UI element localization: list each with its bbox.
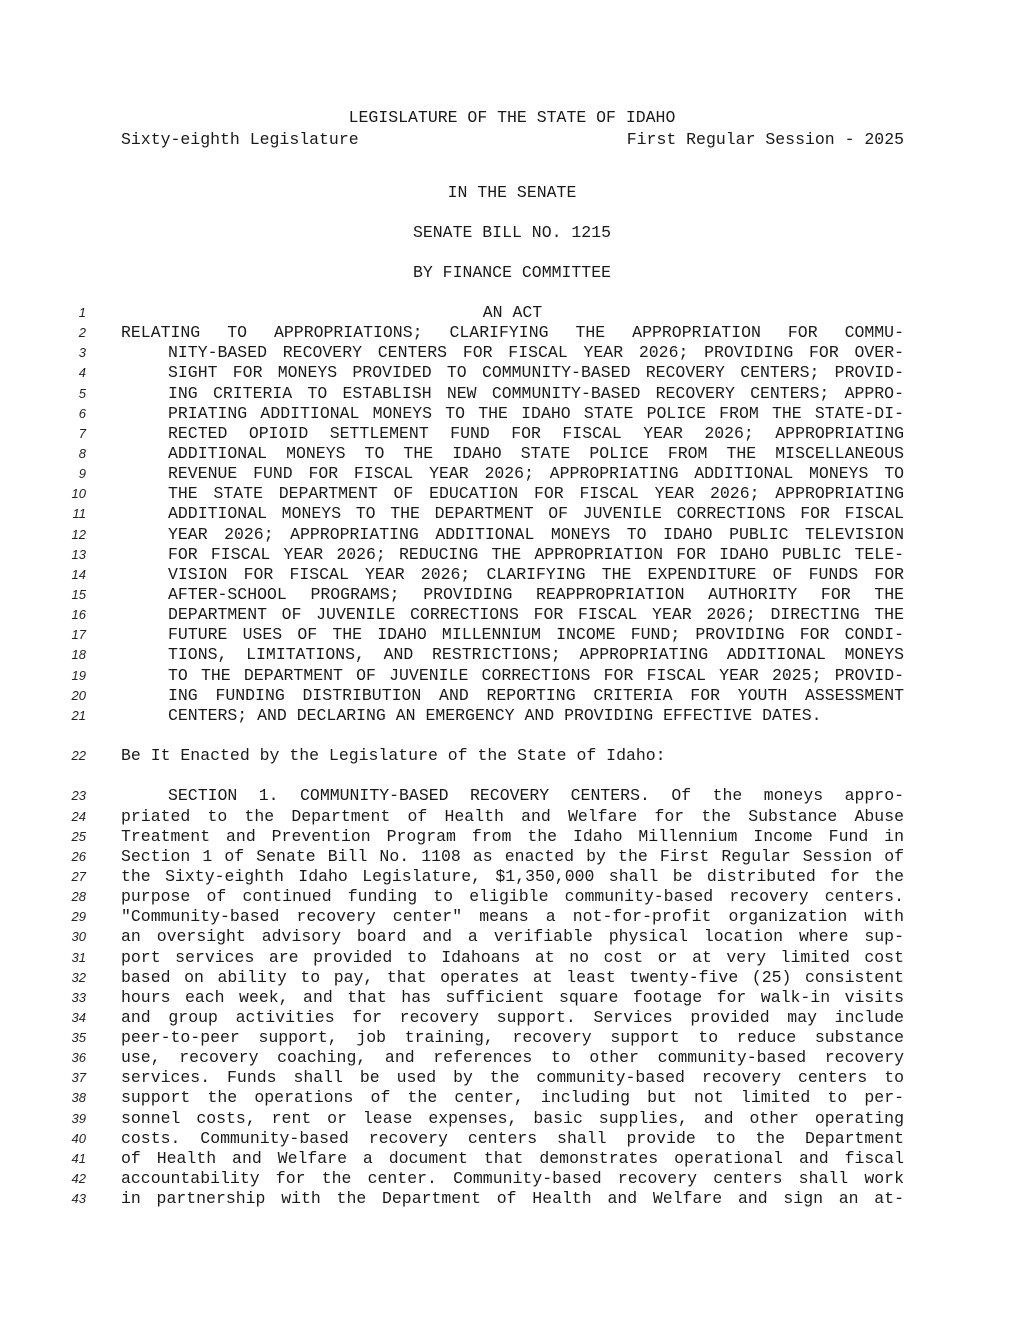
line-text: based on ability to pay, that operates at least twenty-five (25) consistent xyxy=(121,967,904,987)
bill-line xyxy=(0,323,1024,343)
line-text: RELATING TO APPROPRIATIONS; CLARIFYING THE APPROPRIATION FOR COMMU- xyxy=(121,323,904,343)
line-text: REVENUE FUND FOR FISCAL YEAR 2026; APPROPRIATING ADDITIONAL MONEYS TO xyxy=(168,464,904,484)
line-text: FUTURE USES OF THE IDAHO MILLENNIUM INCOME FUND; PROVIDING FOR CONDI- xyxy=(168,625,904,645)
line-text: accountability for the center. Community-based recovery centers shall work xyxy=(121,1169,904,1189)
line-number: 2 xyxy=(78,325,86,341)
line-number: 20 xyxy=(71,687,86,703)
line-text: an oversight advisory board and a verifiable physical location where sup- xyxy=(121,927,904,947)
bill-line xyxy=(0,786,1024,806)
line-text: port services are provided to Idahoans at no cost or at very limited cost xyxy=(121,947,904,967)
legislature-heading: LEGISLATURE OF THE STATE OF IDAHO xyxy=(348,108,676,127)
line-number: 35 xyxy=(71,1030,86,1046)
bill-line xyxy=(0,565,1024,585)
session-row xyxy=(121,130,904,150)
line-text: sonnel costs, rent or lease expenses, basic supplies, and other operating xyxy=(121,1108,904,1128)
bill-line xyxy=(0,1149,1024,1169)
line-number: 5 xyxy=(78,385,86,401)
line-number: 40 xyxy=(71,1130,86,1146)
bill-line xyxy=(0,1109,1024,1129)
bill-line xyxy=(0,1048,1024,1068)
bill-line xyxy=(0,706,1024,726)
line-number: 13 xyxy=(71,546,86,562)
line-text: use, recovery coaching, and references to other community-based recovery xyxy=(121,1048,904,1068)
bill-line xyxy=(0,746,1024,766)
enacting-clause: Be It Enacted by the Legislature of the State of Idaho: xyxy=(121,746,666,766)
bill-line xyxy=(0,424,1024,444)
line-text: in partnership with the Department of Health and Welfare and sign an at- xyxy=(121,1189,904,1209)
line-number: 34 xyxy=(71,1009,86,1025)
bill-line xyxy=(0,525,1024,545)
act-title: AN ACT xyxy=(482,303,543,322)
line-text: FOR FISCAL YEAR 2026; REDUCING THE APPROPRIATION FOR IDAHO PUBLIC TELE- xyxy=(168,544,904,564)
line-number: 11 xyxy=(72,506,86,522)
bill-line xyxy=(0,545,1024,565)
bill-line xyxy=(0,1068,1024,1088)
bill-line xyxy=(0,1129,1024,1149)
line-text: TIONS, LIMITATIONS, AND RESTRICTIONS; APPROPRIATING ADDITIONAL MONEYS xyxy=(168,645,904,665)
line-number: 36 xyxy=(71,1050,86,1066)
line-number: 21 xyxy=(71,707,86,723)
line-text: THE STATE DEPARTMENT OF EDUCATION FOR FISCAL YEAR 2026; APPROPRIATING xyxy=(168,484,904,504)
line-number: 41 xyxy=(71,1150,86,1166)
line-number: 25 xyxy=(71,828,86,844)
bill-line xyxy=(0,303,1024,323)
line-text: AFTER-SCHOOL PROGRAMS; PROVIDING REAPPROPRIATION AUTHORITY FOR THE xyxy=(168,584,904,604)
bill-line xyxy=(0,847,1024,867)
bill-line xyxy=(0,807,1024,827)
line-number: 8 xyxy=(78,445,86,461)
line-number: 6 xyxy=(78,405,86,421)
line-number: 18 xyxy=(71,647,86,663)
bill-line xyxy=(0,907,1024,927)
bill-line xyxy=(0,444,1024,464)
line-text: Section 1 of Senate Bill No. 1108 as enacted by the First Regular Session of xyxy=(121,846,904,866)
chamber-heading: IN THE SENATE xyxy=(447,183,577,202)
line-number: 17 xyxy=(71,627,86,643)
line-text: ADDITIONAL MONEYS TO THE IDAHO STATE POLICE FROM THE MISCELLANEOUS xyxy=(168,443,904,463)
bill-body xyxy=(0,303,1024,1209)
line-number: 9 xyxy=(78,466,86,482)
bill-line xyxy=(0,686,1024,706)
bill-line xyxy=(0,363,1024,383)
line-number: 22 xyxy=(71,748,86,764)
section-heading: SECTION 1. COMMUNITY-BASED RECOVERY CENTERS. Of the moneys appro- xyxy=(168,786,904,806)
line-number: 38 xyxy=(71,1090,86,1106)
bill-line xyxy=(0,948,1024,968)
bill-line xyxy=(0,827,1024,847)
line-number: 10 xyxy=(71,486,86,502)
bill-line xyxy=(0,1028,1024,1048)
line-number: 37 xyxy=(71,1070,86,1086)
line-number: 7 xyxy=(78,425,86,441)
bill-line xyxy=(0,666,1024,686)
line-text: ING CRITERIA TO ESTABLISH NEW COMMUNITY-BASED RECOVERY CENTERS; APPRO- xyxy=(168,383,904,403)
bill-line xyxy=(0,927,1024,947)
line-text: Treatment and Prevention Program from the Idaho Millennium Income Fund in xyxy=(121,826,904,846)
line-number: 32 xyxy=(71,969,86,985)
line-text: ADDITIONAL MONEYS TO THE DEPARTMENT OF JUVENILE CORRECTIONS FOR FISCAL xyxy=(168,504,904,524)
line-number: 16 xyxy=(71,607,86,623)
line-text: VISION FOR FISCAL YEAR 2026; CLARIFYING THE EXPENDITURE OF FUNDS FOR xyxy=(168,564,904,584)
bill-line xyxy=(0,484,1024,504)
line-text: SIGHT FOR MONEYS PROVIDED TO COMMUNITY-BASED RECOVERY CENTERS; PROVID- xyxy=(168,363,904,383)
line-number: 42 xyxy=(71,1171,86,1187)
bill-line xyxy=(0,1008,1024,1028)
bill-line xyxy=(0,867,1024,887)
legislature-name: Sixty-eighth Legislature xyxy=(121,130,359,149)
line-text: of Health and Welfare a document that demonstrates operational and fiscal xyxy=(121,1148,904,1168)
bill-line xyxy=(0,504,1024,524)
bill-line xyxy=(0,645,1024,665)
line-number: 19 xyxy=(71,667,86,683)
line-text: services. Funds shall be used by the community-based recovery centers to xyxy=(121,1068,904,1088)
line-text: costs. Community-based recovery centers shall provide to the Department xyxy=(121,1128,904,1148)
line-text: purpose of continued funding to eligible community-based recovery centers. xyxy=(121,887,904,907)
bill-line xyxy=(0,988,1024,1008)
line-number: 39 xyxy=(71,1110,86,1126)
line-number: 27 xyxy=(71,868,86,884)
line-text: hours each week, and that has sufficient square footage for walk-in visits xyxy=(121,987,904,1007)
line-number: 30 xyxy=(71,929,86,945)
line-text: PRIATING ADDITIONAL MONEYS TO THE IDAHO STATE POLICE FROM THE STATE-DI- xyxy=(168,403,904,423)
line-text: ING FUNDING DISTRIBUTION AND REPORTING CRITERIA FOR YOUTH ASSESSMENT xyxy=(168,685,904,705)
session-label: First Regular Session - 2025 xyxy=(626,130,904,149)
line-number: 24 xyxy=(71,808,86,824)
bill-line xyxy=(0,343,1024,363)
bill-line xyxy=(0,625,1024,645)
line-text: the Sixty-eighth Idaho Legislature, $1,350,000 shall be distributed for the xyxy=(121,866,904,886)
line-number: 23 xyxy=(71,788,86,804)
line-number: 33 xyxy=(71,989,86,1005)
line-text: TO THE DEPARTMENT OF JUVENILE CORRECTIONS FOR FISCAL YEAR 2025; PROVID- xyxy=(168,665,904,685)
bill-line xyxy=(0,384,1024,404)
line-number: 29 xyxy=(71,909,86,925)
line-number: 43 xyxy=(71,1191,86,1207)
bill-line xyxy=(0,1189,1024,1209)
bill-line xyxy=(0,887,1024,907)
line-text: NITY-BASED RECOVERY CENTERS FOR FISCAL YEAR 2026; PROVIDING FOR OVER- xyxy=(168,343,904,363)
line-number: 31 xyxy=(71,949,86,965)
bill-line xyxy=(0,605,1024,625)
bill-number: SENATE BILL NO. 1215 xyxy=(412,223,612,242)
line-text: priated to the Department of Health and Welfare for the Substance Abuse xyxy=(121,806,904,826)
line-text: and group activities for recovery support. Services provided may include xyxy=(121,1007,904,1027)
sponsor-line: BY FINANCE COMMITTEE xyxy=(412,263,612,282)
bill-line xyxy=(0,1169,1024,1189)
line-text: RECTED OPIOID SETTLEMENT FUND FOR FISCAL YEAR 2026; APPROPRIATING xyxy=(168,423,904,443)
line-text: YEAR 2026; APPROPRIATING ADDITIONAL MONEYS TO IDAHO PUBLIC TELEVISION xyxy=(168,524,904,544)
line-number: 12 xyxy=(71,526,86,542)
line-number: 4 xyxy=(78,365,86,381)
line-text: support the operations of the center, including but not limited to per- xyxy=(121,1088,904,1108)
line-text: "Community-based recovery center" means a not-for-profit organization with xyxy=(121,907,904,927)
line-text: DEPARTMENT OF JUVENILE CORRECTIONS FOR FISCAL YEAR 2026; DIRECTING THE xyxy=(168,605,904,625)
bill-line xyxy=(0,464,1024,484)
bill-line xyxy=(0,1088,1024,1108)
line-text: peer-to-peer support, job training, recovery support to reduce substance xyxy=(121,1028,904,1048)
line-text: CENTERS; AND DECLARING AN EMERGENCY AND PROVIDING EFFECTIVE DATES. xyxy=(168,705,822,725)
line-number: 26 xyxy=(71,848,86,864)
line-number: 28 xyxy=(71,889,86,905)
line-number: 14 xyxy=(71,566,86,582)
bill-line xyxy=(0,404,1024,424)
bill-line xyxy=(0,585,1024,605)
bill-line xyxy=(0,968,1024,988)
line-number: 15 xyxy=(71,586,86,602)
line-number: 1 xyxy=(78,305,86,320)
line-number: 3 xyxy=(78,345,86,361)
